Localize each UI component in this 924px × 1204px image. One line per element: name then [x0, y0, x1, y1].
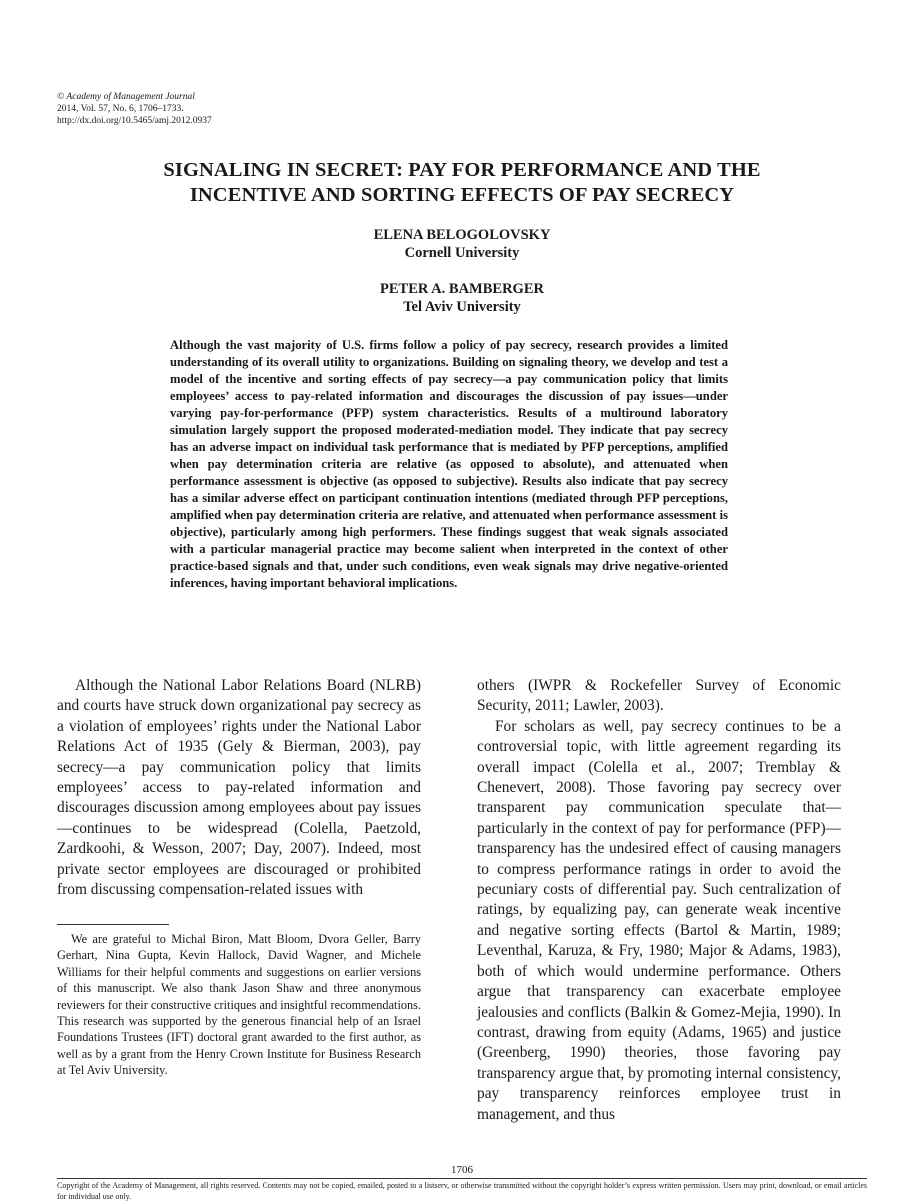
- author-affiliation: Cornell University: [404, 245, 520, 261]
- journal-volume: 2014, Vol. 57, No. 6, 1706–1733.: [57, 104, 184, 114]
- copyright-notice: Copyright of the Academy of Management, all rights reserved. Contents may not be copied, emailed, posted to a listserv, or otherwise transmitted without the copyright holder’s express written permission. Users may print, download, or email articles for individual use only.: [57, 1181, 867, 1201]
- author-affiliation: Tel Aviv University: [403, 299, 521, 315]
- article-title-line-1: SIGNALING IN SECRET: PAY FOR PERFORMANCE AND THE: [163, 159, 761, 181]
- author-name: ELENA BELOGOLOVSKY: [373, 227, 551, 243]
- footnote-divider: [57, 924, 169, 925]
- footnote-text: We are grateful to Michal Biron, Matt Bloom, Dvora Geller, Barry Gerhart, Nina Gupta, Kevin Hallock, David Wagner, and Michele Williams for their helpful comments and suggestions on earlier versions of this manuscript. We also thank Jason Shaw and three anonymous reviewers for their constructive critiques and insightful recommendations. This research was supported by the generous financial help of an Israel Foundations Trustees (IFT) doctoral grant awarded to the first author, as well as by a grant from the Henry Crown Institute for Business Research at Tel Aviv University.: [57, 932, 422, 1078]
- body-column-right: [477, 676, 841, 1125]
- author-block-1: [100, 226, 824, 262]
- body-paragraph-continued: others (IWPR & Rockefeller Survey of Economic Security, 2011; Lawler, 2003).: [477, 677, 841, 715]
- body-column-left: [57, 676, 421, 900]
- author-block-2: [100, 280, 824, 316]
- acknowledgment-footnote: [57, 931, 421, 1079]
- journal-header: [57, 91, 212, 127]
- page-number: 1706: [451, 1164, 473, 1176]
- article-title: [100, 158, 824, 208]
- author-name: PETER A. BAMBERGER: [380, 281, 544, 297]
- doi-link[interactable]: http://dx.doi.org/10.5465/amj.2012.0937: [57, 116, 212, 126]
- footer-divider: [57, 1178, 867, 1179]
- article-title-line-2: INCENTIVE AND SORTING EFFECTS OF PAY SECRECY: [189, 184, 735, 206]
- abstract: Although the vast majority of U.S. firms follow a policy of pay secrecy, research provides a limited understanding of its overall utility to organizations. Building on signaling theory, we develop and test a model of the incentive and sorting effects of pay secrecy—a pay communication policy that limits employees’ access to pay-related information and discourages the discussion of pay issues—under varying pay-for-performance (PFP) system characteristics. Results of a multiround laboratory simulation largely support the proposed moderated-mediation model. They indicate that pay secrecy has an adverse impact on individual task performance that is mediated by PFP perceptions, amplified when pay determination criteria are relative (as opposed to absolute), and attenuated when performance assessment is objective (as opposed to subjective). Results also indicate that pay secrecy has a similar adverse effect on participant continuation intentions (mediated through PFP perceptions, amplified when pay determination criteria are relative, and attenuated when performance assessment is objective), particularly among high performers. These findings suggest that weak signals associated with a particular managerial practice may become salient when interpreted in the context of other practice-based signals and that, under such conditions, even weak signals may drive negative-oriented inferences, having important behavioral implications.: [170, 338, 728, 590]
- body-paragraph: Although the National Labor Relations Board (NLRB) and courts have struck down organizational pay secrecy as a violation of employees’ rights under the National Labor Relations Act of 1935 (Gely & Bierman, 2003), pay secrecy—a pay communication policy that limits employees’ access to pay-related information and discourages discussion among employees about pay issues—continues to be widespread (Colella, Paetzold, Zardkoohi, & Wesson, 2007; Day, 2007). Indeed, most private sector employees are discouraged or prohibited from discussing compensation-related issues with: [57, 677, 421, 899]
- body-paragraph: For scholars as well, pay secrecy continues to be a controversial topic, with little agreement regarding its overall impact (Colella et al., 2007; Tremblay & Chenevert, 2008). Those favoring pay secrecy over transparent pay communication speculate that—particularly in the context of pay for performance (PFP)—transparency has the undesired effect of causing managers to compress performance ratings in order to avoid the pecuniary costs of differential pay. Such centralization of ratings, by equalizing pay, can generate weak incentive and negative sorting effects (Bartol & Martin, 1989; Leventhal, Karuza, & Fry, 1980; Major & Adams, 1983), both of which would undermine performance. Others argue that transparency can exacerbate employee jealousies and conflicts (Balkin & Gomez-Mejia, 1990). In contrast, drawing from equity (Adams, 1965) and justice (Greenberg, 1990) theories, those favoring pay transparency argue that, by promoting internal consistency, pay transparency reinforces employee trust in management, and thus: [477, 717, 841, 1123]
- journal-name: © Academy of Management Journal: [57, 92, 195, 102]
